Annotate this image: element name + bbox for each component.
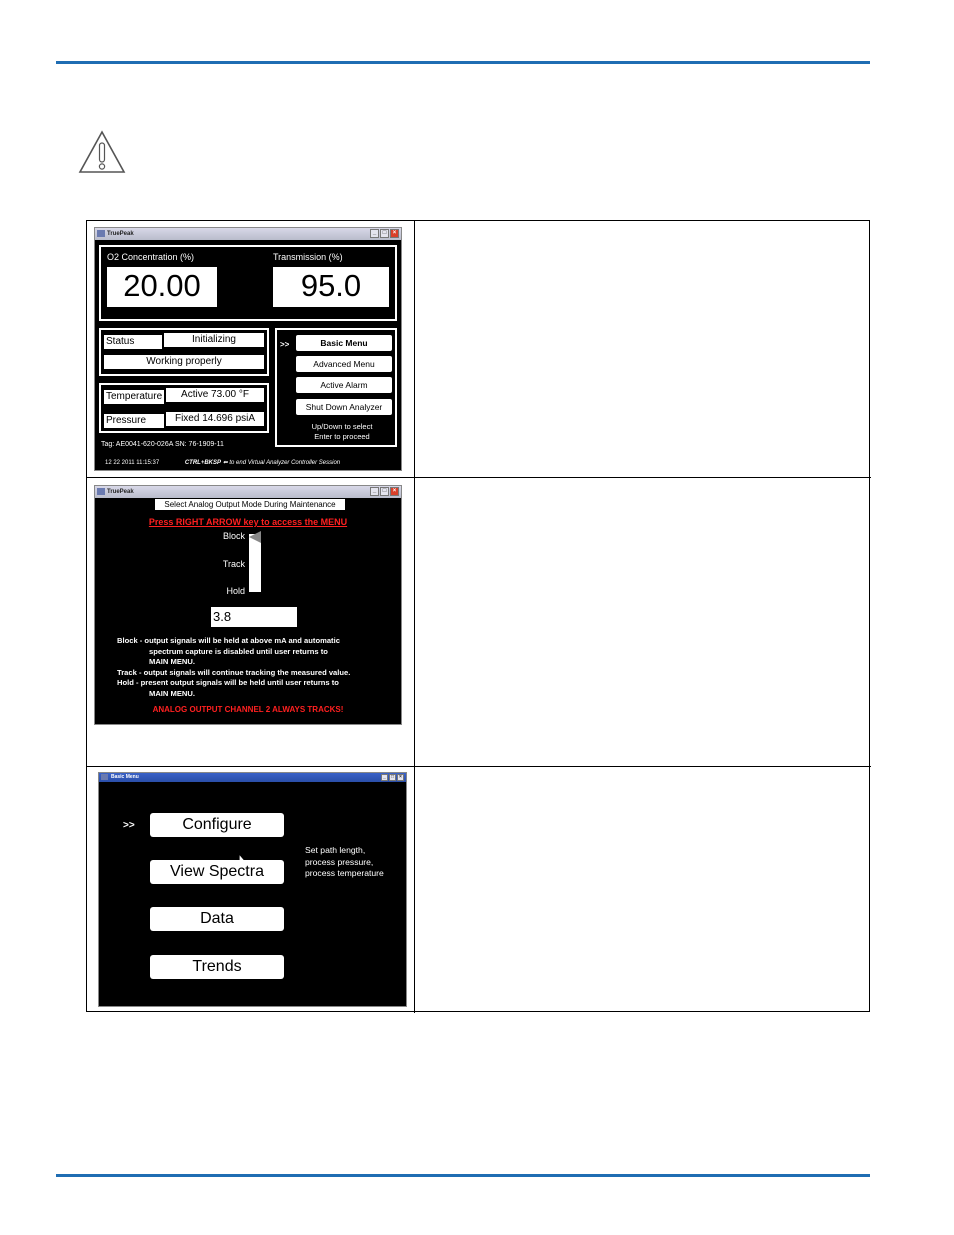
- analog-output-screenshot: [94, 485, 402, 725]
- table-cell-description-1: [415, 221, 871, 478]
- hint-line: process pressure,: [305, 856, 374, 867]
- maximize-icon[interactable]: □: [390, 774, 395, 780]
- status-panel: [99, 328, 269, 376]
- hint-line: process temperature: [305, 868, 384, 878]
- trends-button[interactable]: Trends: [150, 955, 284, 979]
- minimize-icon[interactable]: _: [370, 487, 379, 496]
- analog-output-subtitle: Select Analog Output Mode During Maintenance: [155, 499, 345, 510]
- table-cell-screen-basic-menu: [87, 767, 415, 1013]
- pressure-label: Pressure: [103, 413, 165, 429]
- transmission-value: 95.0: [273, 267, 389, 307]
- mode-description: [117, 636, 397, 699]
- maximize-icon[interactable]: □: [380, 229, 389, 238]
- timestamp: 12 22 2011 11:15:37: [105, 460, 160, 466]
- warning-icon: [78, 130, 126, 174]
- footer-line: [105, 459, 340, 466]
- slider-label-block: Block: [222, 531, 245, 541]
- footer-rule: [56, 1174, 870, 1177]
- temperature-value: Active 73.00 °F: [165, 387, 265, 403]
- ctrl-hint-suffix: to end Virtual Analyzer Controller Session: [229, 460, 341, 466]
- app-icon: [97, 488, 105, 495]
- close-icon[interactable]: ×: [390, 229, 399, 238]
- mode-slider-thumb[interactable]: [249, 531, 261, 543]
- o2-value: 20.00: [107, 267, 217, 307]
- ma-value-input[interactable]: 3.8: [211, 607, 297, 627]
- table-cell-screen-main: [87, 221, 415, 478]
- window-title: Basic Menu: [111, 774, 139, 780]
- app-icon: [101, 774, 108, 780]
- status-message: Working properly: [103, 354, 265, 370]
- basic-menu-screenshot: [98, 772, 407, 1007]
- desc-line: Hold - present output signals will be held until user returns to: [117, 678, 339, 687]
- menu-hint-line-1: Up/Down to select: [311, 422, 373, 431]
- window-title: TruePeak: [107, 489, 134, 495]
- hint-line: Set path length,: [305, 845, 366, 855]
- process-panel: [99, 383, 269, 433]
- window-titlebar: [95, 486, 401, 498]
- transmission-label: Transmission (%): [273, 252, 343, 262]
- desc-line: spectrum capture is disabled until user returns to: [149, 646, 328, 656]
- temperature-label: Temperature: [103, 389, 165, 405]
- status-value: Initializing: [163, 332, 265, 348]
- maximize-icon[interactable]: □: [380, 487, 389, 496]
- window-titlebar: [99, 773, 406, 782]
- ctrl-hint: CTRL+BKSP: [184, 460, 222, 466]
- readings-panel: [99, 245, 397, 321]
- data-button[interactable]: Data: [150, 907, 284, 931]
- close-icon[interactable]: ×: [390, 487, 399, 496]
- menu-panel: [275, 328, 397, 447]
- basic-menu-button[interactable]: Basic Menu: [296, 335, 392, 351]
- window-titlebar: [95, 228, 401, 240]
- table-cell-screen-analog: [87, 478, 415, 767]
- desc-line: Track - output signals will continue tracking the measured value.: [117, 667, 351, 677]
- left-arrow-icon: ⬅: [222, 460, 230, 466]
- configure-button[interactable]: Configure: [150, 813, 284, 837]
- screens-table: [86, 220, 870, 1012]
- view-spectra-button[interactable]: View Spectra: [150, 860, 284, 884]
- menu-selection-arrow: >>: [280, 340, 290, 349]
- menu-hint-line-2: Enter to proceed: [314, 432, 370, 441]
- configure-hint: [305, 845, 384, 880]
- app-icon: [97, 230, 105, 237]
- pressure-value: Fixed 14.696 psiA: [165, 411, 265, 427]
- close-icon[interactable]: ×: [397, 774, 404, 781]
- minimize-icon[interactable]: _: [370, 229, 379, 238]
- menu-selection-arrow: >>: [123, 820, 135, 831]
- tag-serial-line: Tag: AE0041-620-026A SN: 76-1909-11: [101, 441, 224, 448]
- channel-2-warning: ANALOG OUTPUT CHANNEL 2 ALWAYS TRACKS!: [152, 705, 344, 714]
- slider-label-hold: Hold: [226, 586, 245, 596]
- window-title: TruePeak: [107, 231, 134, 237]
- active-alarm-button[interactable]: Active Alarm: [296, 377, 392, 393]
- slider-label-track: Track: [222, 559, 245, 569]
- shut-down-analyzer-button[interactable]: Shut Down Analyzer: [296, 399, 392, 415]
- menu-hint: [289, 422, 395, 442]
- desc-line: MAIN MENU.: [149, 657, 195, 666]
- desc-line: Block - output signals will be held at above mA and automatic: [117, 636, 340, 645]
- table-cell-description-3: [415, 767, 871, 1013]
- table-cell-description-2: [415, 478, 871, 767]
- status-label: Status: [103, 334, 163, 350]
- header-rule: [56, 61, 870, 64]
- advanced-menu-button[interactable]: Advanced Menu: [296, 356, 392, 372]
- desc-line: MAIN MENU.: [149, 688, 195, 698]
- o2-label: O2 Concentration (%): [107, 252, 195, 262]
- right-arrow-instruction: Press RIGHT ARROW key to access the MENU: [148, 517, 348, 527]
- main-screen-screenshot: [94, 227, 402, 471]
- minimize-icon[interactable]: _: [381, 774, 388, 781]
